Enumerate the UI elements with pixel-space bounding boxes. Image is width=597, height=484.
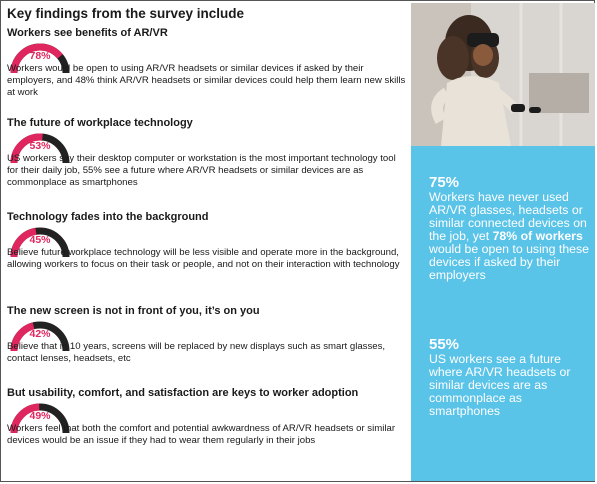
finding-section	[7, 211, 407, 305]
gauge	[7, 319, 407, 341]
finding-text: US workers say their desktop computer or workstation is the most important technology tool for their daily job, 55% see a future where AR/VR headsets or similar devices are as commonplace as smartphones	[7, 153, 396, 188]
stat-number: 75%	[429, 174, 460, 191]
stat-block	[429, 174, 591, 282]
finding-section	[7, 387, 407, 477]
page-title: Key findings from the survey include	[7, 6, 245, 21]
stat-number: 55%	[429, 336, 460, 353]
stat-text: Workers have never used AR/VR glasses, headsets or similar connected devices on the job, yet 78% of workers would be open to using these devices if asked by their employers	[429, 190, 589, 282]
gauge-percent: 42%	[29, 328, 51, 340]
hero-photo	[411, 3, 595, 146]
finding-title: But usability, comfort, and satisfaction are keys to worker adoption	[7, 387, 359, 399]
stat-text: US workers see a future where AR/VR headsets or similar devices are as commonplace as smartphones	[429, 352, 571, 418]
gauge	[7, 41, 407, 63]
finding-title: The new screen is not in front of you, it’s on you	[7, 305, 260, 317]
gauge-percent: 49%	[29, 410, 51, 422]
gauge-percent: 53%	[29, 140, 51, 152]
gauge-percent: 45%	[29, 234, 51, 246]
finding-section	[7, 305, 407, 387]
finding-text: Believe future workplace technology will be less visible and operate more in the background, allowing workers to focus on their task or people, and not on their interaction with technology	[7, 247, 400, 270]
gauge	[7, 131, 407, 153]
finding-title: The future of workplace technology	[7, 117, 193, 129]
sidebar	[411, 3, 595, 481]
finding-text: Believe that in 10 years, screens will be replaced by new displays such as smart glasses, contact lenses, headsets, etc	[7, 341, 386, 364]
finding-section	[7, 27, 407, 117]
gauge-percent: 78%	[29, 50, 51, 62]
finding-text: Workers feel that both the comfort and potential awkwardness of AR/VR headsets or similar devices would be an issue if they had to wear them regularly in their jobs	[7, 423, 396, 446]
finding-section	[7, 117, 407, 211]
person-with-vr-headset-illustration	[411, 3, 595, 146]
gauge	[7, 225, 407, 247]
finding-title: Workers see benefits of AR/VR	[7, 27, 168, 39]
finding-text: Workers would be open to using AR/VR headsets or similar devices if asked by their employers, and 48% think AR/VR headsets or similar devices could help them learn new skills at work	[7, 63, 406, 98]
stat-block	[429, 336, 591, 418]
stats-panel	[411, 146, 595, 481]
finding-title: Technology fades into the background	[7, 211, 209, 223]
findings-column	[7, 6, 407, 477]
gauge	[7, 401, 407, 423]
